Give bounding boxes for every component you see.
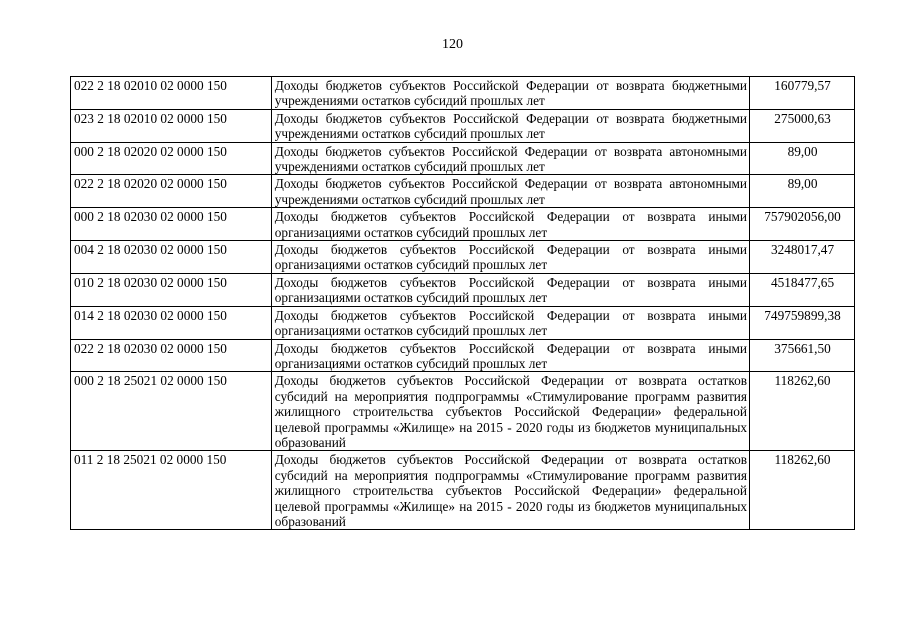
amount: 89,00: [750, 142, 855, 175]
table-body: [71, 77, 855, 530]
revenue-description: Доходы бюджетов субъектов Российской Федерации от возврата остатков субсидий на мероприятия подпрограммы «Стимулирование программ развития жилищного строительства субъектов Российской Федерации» федеральной целевой программы «Жилище» на 2015 - 2020 годы из бюджетов муниципальных образований: [271, 372, 749, 451]
revenue-description: Доходы бюджетов субъектов Российской Федерации от возврата бюджетными учреждениями остатков субсидий прошлых лет: [271, 109, 749, 142]
table-row: [71, 451, 855, 530]
budget-code: 023 2 18 02010 02 0000 150: [71, 109, 272, 142]
revenue-description: Доходы бюджетов субъектов Российской Федерации от возврата автономными учреждениями остатков субсидий прошлых лет: [271, 142, 749, 175]
table-row: [71, 175, 855, 208]
revenue-description: Доходы бюджетов субъектов Российской Федерации от возврата иными организациями остатков субсидий прошлых лет: [271, 273, 749, 306]
budget-code: 000 2 18 25021 02 0000 150: [71, 372, 272, 451]
amount: 118262,60: [750, 451, 855, 530]
table-row: [71, 241, 855, 274]
revenue-description: Доходы бюджетов субъектов Российской Федерации от возврата бюджетными учреждениями остатков субсидий прошлых лет: [271, 77, 749, 110]
budget-code: 000 2 18 02020 02 0000 150: [71, 142, 272, 175]
table-row: [71, 273, 855, 306]
budget-code: 000 2 18 02030 02 0000 150: [71, 208, 272, 241]
amount: 375661,50: [750, 339, 855, 372]
budget-revenue-table: [70, 76, 855, 530]
amount: 118262,60: [750, 372, 855, 451]
budget-code: 022 2 18 02020 02 0000 150: [71, 175, 272, 208]
revenue-description: Доходы бюджетов субъектов Российской Федерации от возврата остатков субсидий на мероприятия подпрограммы «Стимулирование программ развития жилищного строительства субъектов Российской Федерации» федеральной целевой программы «Жилище» на 2015 - 2020 годы из бюджетов муниципальных образований: [271, 451, 749, 530]
budget-code: 022 2 18 02030 02 0000 150: [71, 339, 272, 372]
budget-code: 014 2 18 02030 02 0000 150: [71, 306, 272, 339]
budget-code: 011 2 18 25021 02 0000 150: [71, 451, 272, 530]
table-row: [71, 142, 855, 175]
revenue-description: Доходы бюджетов субъектов Российской Федерации от возврата автономными учреждениями остатков субсидий прошлых лет: [271, 175, 749, 208]
table-row: [71, 208, 855, 241]
budget-code: 010 2 18 02030 02 0000 150: [71, 273, 272, 306]
revenue-description: Доходы бюджетов субъектов Российской Федерации от возврата иными организациями остатков субсидий прошлых лет: [271, 241, 749, 274]
amount: 89,00: [750, 175, 855, 208]
amount: 3248017,47: [750, 241, 855, 274]
page-number: 120: [442, 37, 463, 52]
budget-code: 022 2 18 02010 02 0000 150: [71, 77, 272, 110]
amount: 757902056,00: [750, 208, 855, 241]
budget-code: 004 2 18 02030 02 0000 150: [71, 241, 272, 274]
table-row: [71, 109, 855, 142]
revenue-description: Доходы бюджетов субъектов Российской Федерации от возврата иными организациями остатков субсидий прошлых лет: [271, 339, 749, 372]
amount: 160779,57: [750, 77, 855, 110]
table-row: [71, 77, 855, 110]
revenue-description: Доходы бюджетов субъектов Российской Федерации от возврата иными организациями остатков субсидий прошлых лет: [271, 306, 749, 339]
amount: 749759899,38: [750, 306, 855, 339]
amount: 275000,63: [750, 109, 855, 142]
table-row: [71, 339, 855, 372]
table-row: [71, 372, 855, 451]
revenue-description: Доходы бюджетов субъектов Российской Федерации от возврата иными организациями остатков субсидий прошлых лет: [271, 208, 749, 241]
amount: 4518477,65: [750, 273, 855, 306]
table-row: [71, 306, 855, 339]
